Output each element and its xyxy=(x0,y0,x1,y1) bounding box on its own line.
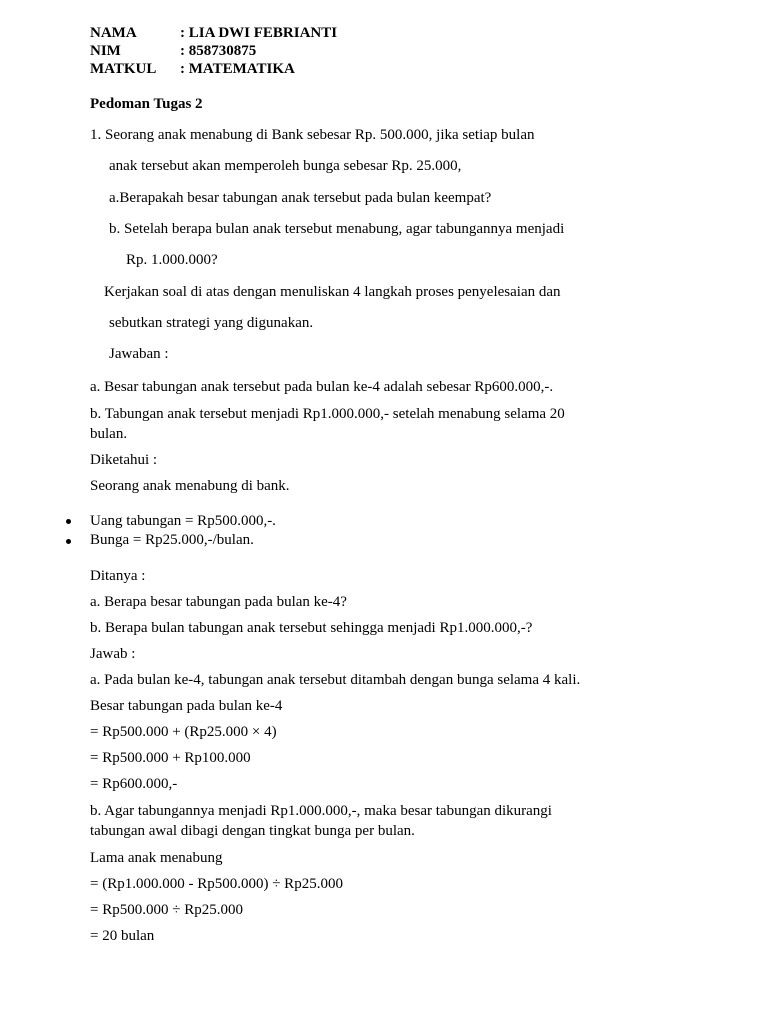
question-line-1: 1. Seorang anak menabung di Bank sebesar Rp. 500.000, jika setiap bulan xyxy=(90,127,535,143)
bullet-dot xyxy=(66,519,71,524)
header-value-nama: : LIA DWI FEBRIANTI xyxy=(180,25,338,41)
question-part-a: a.Berapakah besar tabungan anak tersebut pada bulan keempat? xyxy=(109,190,492,206)
bullet-dot xyxy=(66,539,71,544)
known-intro: Seorang anak menabung di bank. xyxy=(90,478,290,494)
known-bullet-2: Bunga = Rp25.000,-/bulan. xyxy=(90,532,254,548)
solution-b-step-2: = Rp500.000 ÷ Rp25.000 xyxy=(90,902,243,918)
asked-a: a. Berapa besar tabungan pada bulan ke-4? xyxy=(90,594,347,610)
asked-label: Ditanya : xyxy=(90,568,146,584)
known-label: Diketahui : xyxy=(90,452,158,468)
solution-a-step-3: = Rp600.000,- xyxy=(90,776,178,792)
header-label-matkul: MATKUL xyxy=(90,61,157,77)
answer-summary-b-line-2: bulan. xyxy=(90,426,128,442)
solution-label: Jawab : xyxy=(90,646,136,662)
solution-a-step-2: = Rp500.000 + Rp100.000 xyxy=(90,750,251,766)
solution-b-step-1: = (Rp1.000.000 - Rp500.000) ÷ Rp25.000 xyxy=(90,876,343,892)
question-part-b-line-1: b. Setelah berapa bulan anak tersebut menabung, agar tabungannya menjadi xyxy=(109,221,565,237)
answer-summary-b-line-1: b. Tabungan anak tersebut menjadi Rp1.000.000,- setelah menabung selama 20 xyxy=(90,406,565,422)
question-line-2: anak tersebut akan memperoleh bunga sebesar Rp. 25.000, xyxy=(109,158,462,174)
known-bullet-1: Uang tabungan = Rp500.000,-. xyxy=(90,513,276,529)
header-label-nim: NIM xyxy=(90,43,121,59)
solution-b-heading: Lama anak menabung xyxy=(90,850,223,866)
answer-summary-a: a. Besar tabungan anak tersebut pada bulan ke-4 adalah sebesar Rp600.000,-. xyxy=(90,379,554,395)
answer-label: Jawaban : xyxy=(109,346,169,362)
asked-b: b. Berapa bulan tabungan anak tersebut sehingga menjadi Rp1.000.000,-? xyxy=(90,620,533,636)
header-label-nama: NAMA xyxy=(90,25,137,41)
question-instruction-line-1: Kerjakan soal di atas dengan menuliskan 4 langkah proses penyelesaian dan xyxy=(104,284,561,300)
header-value-nim: : 858730875 xyxy=(180,43,257,59)
solution-b-step-3: = 20 bulan xyxy=(90,928,155,944)
solution-b-intro-line-1: b. Agar tabungannya menjadi Rp1.000.000,-, maka besar tabungan dikurangi xyxy=(90,803,552,819)
header-value-matkul: : MATEMATIKA xyxy=(180,61,295,77)
solution-a-step-1: = Rp500.000 + (Rp25.000 × 4) xyxy=(90,724,277,740)
question-instruction-line-2: sebutkan strategi yang digunakan. xyxy=(109,315,314,331)
solution-b-intro-line-2: tabungan awal dibagi dengan tingkat bunga per bulan. xyxy=(90,823,415,839)
document-title: Pedoman Tugas 2 xyxy=(90,96,203,112)
solution-a-heading: Besar tabungan pada bulan ke-4 xyxy=(90,698,283,714)
solution-a-intro: a. Pada bulan ke-4, tabungan anak tersebut ditambah dengan bunga selama 4 kali. xyxy=(90,672,581,688)
question-part-b-line-2: Rp. 1.000.000? xyxy=(126,252,218,268)
